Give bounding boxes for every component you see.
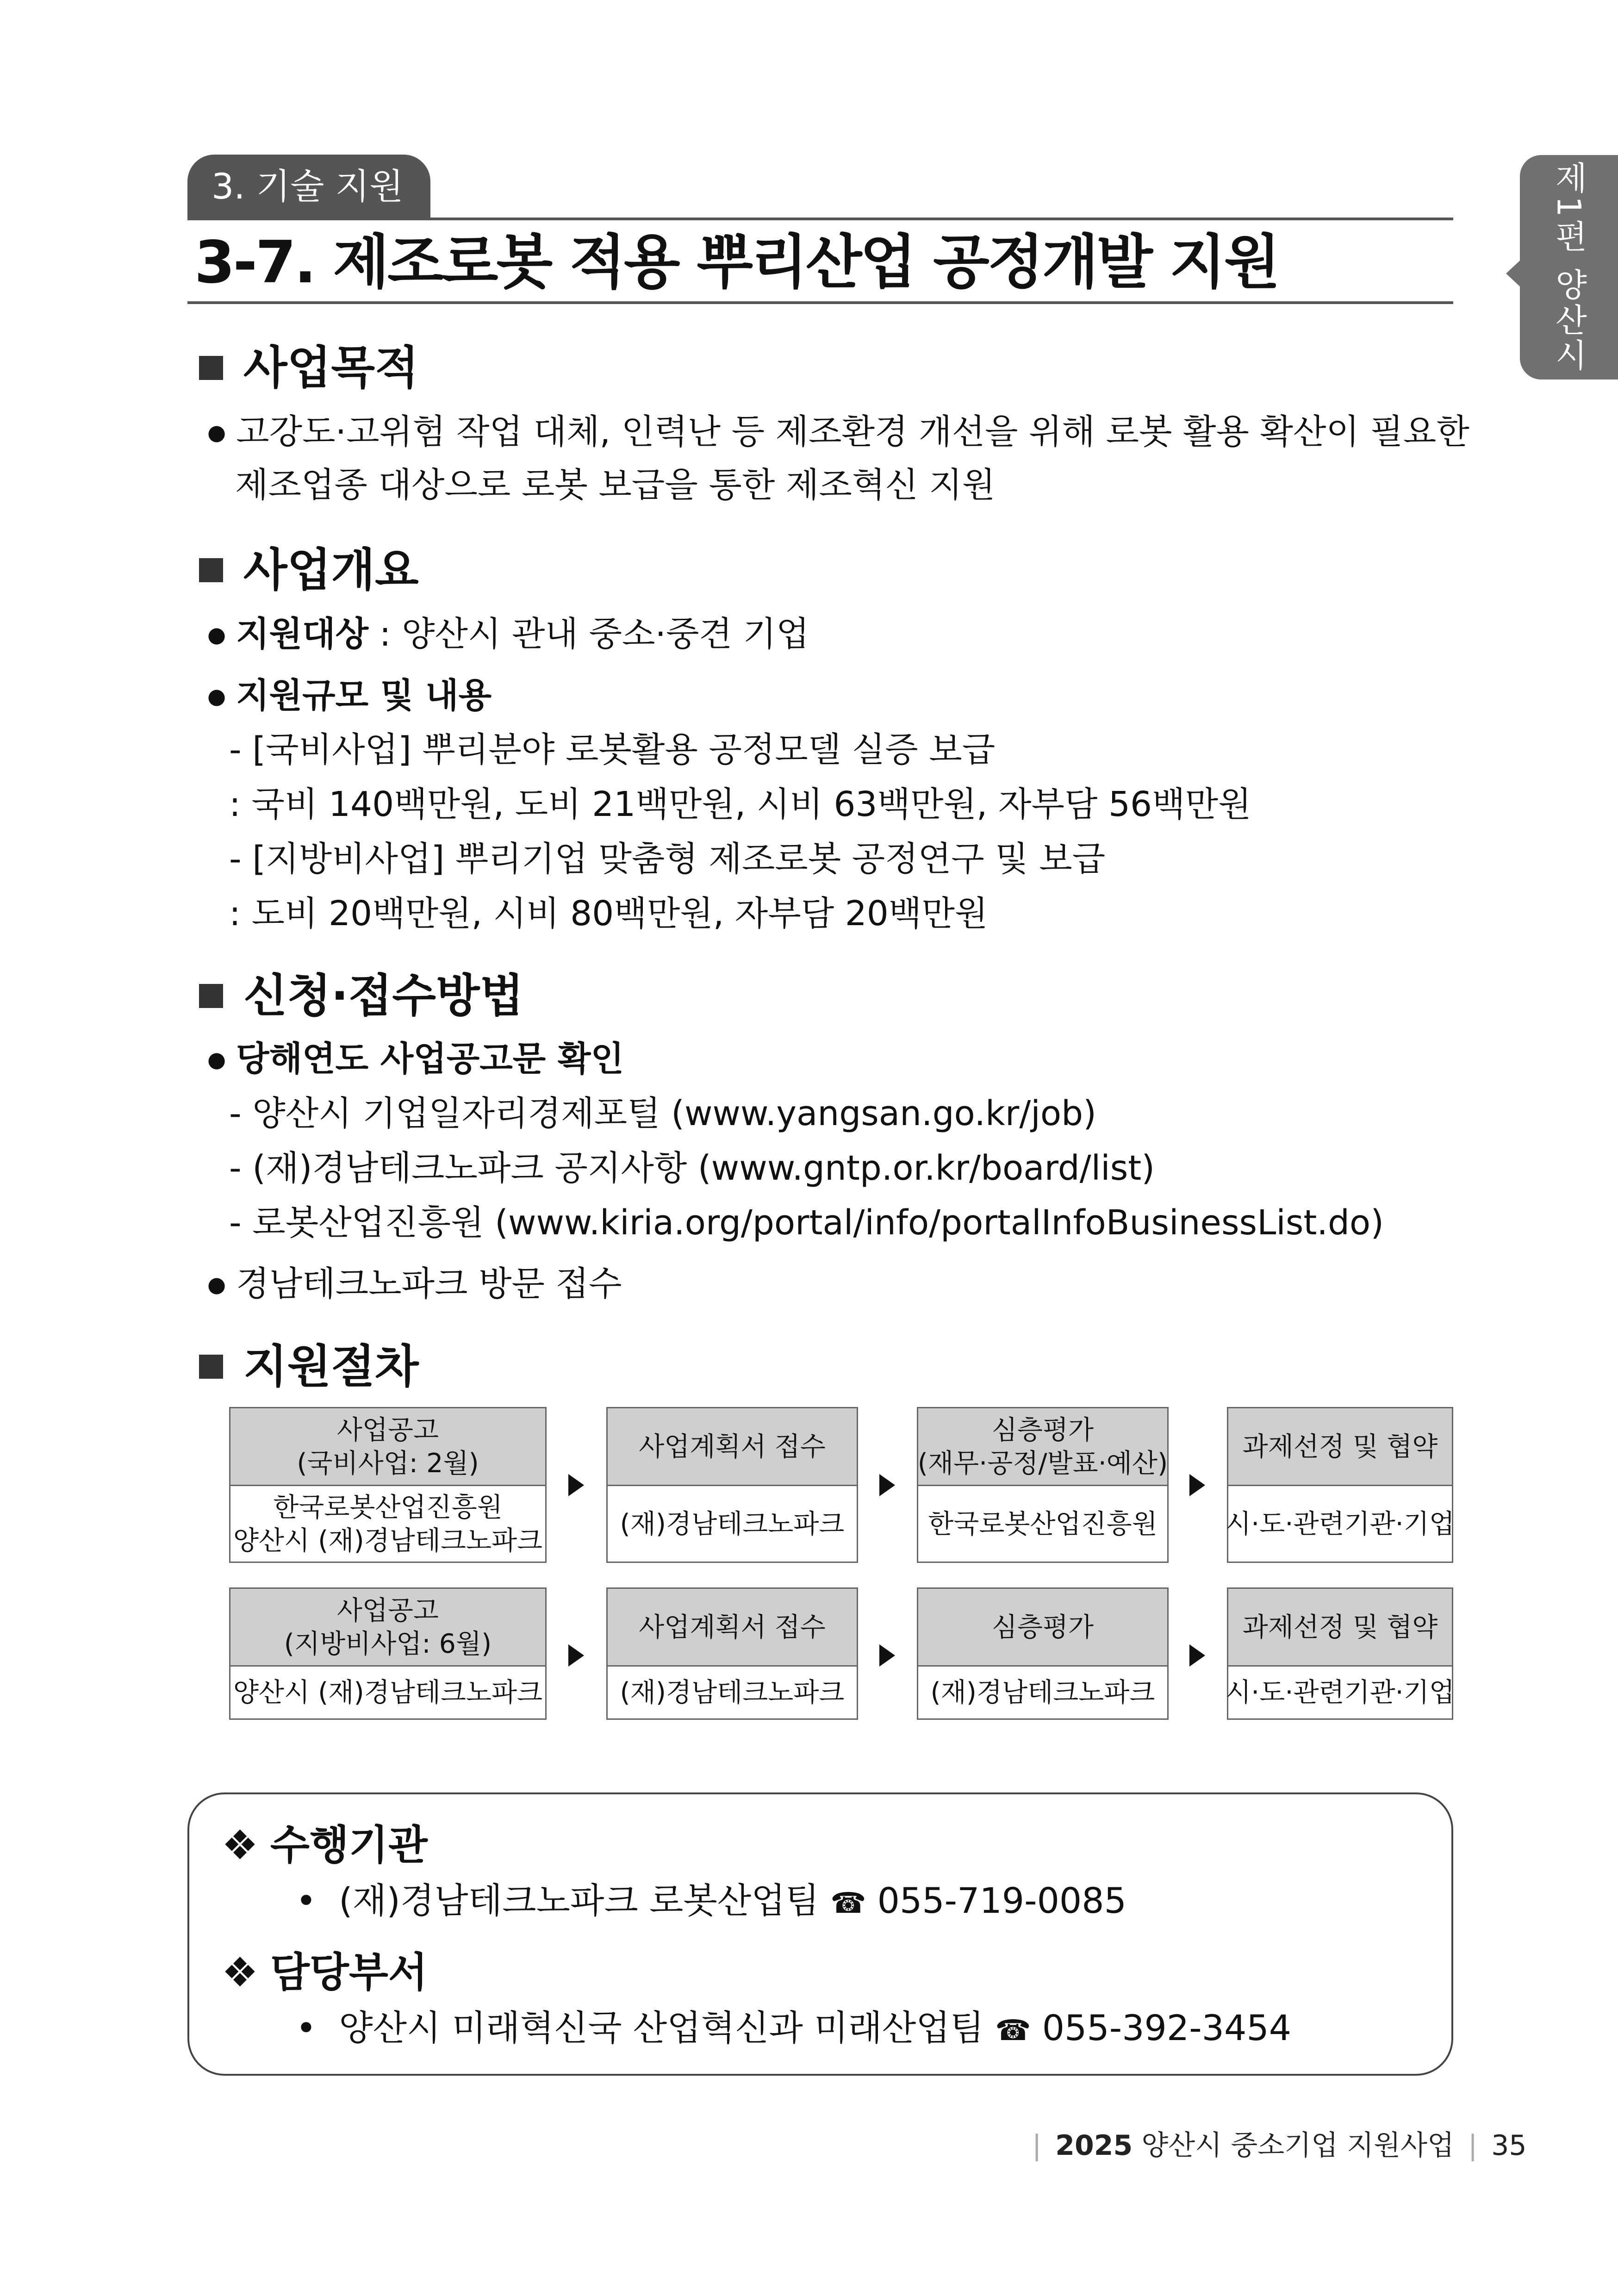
purpose-line-2: 제조업종 대상으로 로봇 보급을 통한 제조혁신 지원 [235,465,996,505]
dept-heading: ❖ 담당부서 [222,1948,428,1996]
flow-arrow-icon [1189,1474,1205,1496]
apply-link-yangsan: - 양산시 기업일자리경제포털 (www.yangsan.go.kr/job) [229,1094,1096,1133]
flow-step-plan-receipt: 사업계획서 접수 (재)경남테크노파크 [606,1407,858,1563]
flow-step-evaluation-local: 심층평가 (재)경남테크노파크 [917,1587,1169,1720]
overview-line-1: - [국비사업] 뿌리분야 로봇활용 공정모델 실증 보급 [229,730,996,770]
apply-link-kiria: - 로봇산업진흥원 (www.kiria.org/portal/info/portalInfoBusinessList.do) [229,1203,1384,1243]
agency-phone: 055-719-0085 [877,1880,1126,1921]
flow-arrow-icon [879,1644,895,1667]
flow-arrow-icon [1189,1644,1205,1667]
overview-heading-text: 사업개요 [243,544,419,597]
flow-step-announce-national: 사업공고 (국비사업: 2월) 한국로봇산업진흥원 양산시 (재)경남테크노파크 [229,1407,547,1563]
flow-arrow-icon [568,1474,584,1496]
diamond-bullet-icon: ❖ [222,1821,258,1869]
apply-heading-text: 신청·접수방법 [243,970,524,1022]
flow-arrow-icon [568,1644,584,1667]
agency-line: • (재)경남테크노파크 로봇산업팀 ☎ 055-719-0085 [296,1880,1126,1921]
flow-step-plan-receipt-local: 사업계획서 접수 (재)경남테크노파크 [606,1587,858,1720]
square-bullet-icon [199,356,223,380]
overview-heading [199,542,419,598]
contact-box [187,1792,1453,2076]
page-number: 35 [1491,2129,1527,2162]
flow-arrow-icon [879,1474,895,1496]
flow-step-selection: 과제선정 및 협약 시·도·관련기관·기업 [1227,1407,1453,1563]
overview-scale: ● 지원규모 및 내용 [207,673,492,722]
square-bullet-icon [199,984,223,1008]
page-footer: | 2025 양산시 중소기업 지원사업 | 35 [1032,2129,1527,2162]
purpose-line-1: ● 고강도·고위험 작업 대체, 인력난 등 제조환경 개선을 위해 로봇 활용 확산이 필요한 [207,410,1469,458]
apply-heading [199,968,523,1024]
page-title: 3-7. 제조로봇 적용 뿌리산업 공정개발 지원 [194,228,1279,296]
procedure-heading [199,1339,419,1394]
overview-line-2: : 국비 140백만원, 도비 21백만원, 시비 63백만원, 자부담 56백만원 [229,784,1251,824]
dept-line: • 양산시 미래혁신국 산업혁신과 미래산업팀 ☎ 055-392-3454 [296,2007,1292,2048]
square-bullet-icon [199,558,223,582]
overview-target-value: : 양산시 관내 중소·중견 기업 [368,614,809,654]
purpose-heading [199,340,419,396]
phone-icon: ☎ [830,1886,866,1920]
overview-line-3: - [지방비사업] 뿌리기업 맞춤형 제조로봇 공정연구 및 보급 [229,839,1106,879]
agency-heading: ❖ 수행기관 [222,1821,428,1869]
phone-icon: ☎ [995,2013,1031,2047]
apply-bullet-2: ● 경남테크노파크 방문 접수 [207,1262,622,1310]
flow-step-evaluation: 심층평가 (재무·공정/발표·예산) 한국로봇산업진흥원 [917,1407,1169,1563]
flow-step-selection-local: 과제선정 및 협약 시·도·관련기관·기업 [1227,1587,1453,1720]
title-rule-bottom [187,301,1453,304]
section-tab: 3. 기술 지원 [187,155,430,218]
flow-step-announce-local: 사업공고 (지방비사업: 6월) 양산시 (재)경남테크노파크 [229,1587,547,1720]
procedure-heading-text: 지원절차 [243,1340,419,1393]
overview-target [207,612,809,660]
side-chapter-tab [1520,155,1618,380]
apply-bullet-1: ● 당해연도 사업공고문 확인 [207,1037,624,1085]
purpose-heading-text: 사업목적 [243,342,419,394]
footer-text: 양산시 중소기업 지원사업 [1141,2129,1455,2162]
side-chapter-label: 제1편 양산시 [1550,161,1588,373]
square-bullet-icon [199,1355,223,1379]
title-rule-top [187,218,1453,220]
apply-link-gntp: - (재)경남테크노파크 공지사항 (www.gntp.or.kr/board/list) [229,1148,1155,1188]
overview-target-label: 지원대상 [236,614,369,654]
dept-phone: 055-392-3454 [1042,2007,1292,2048]
diamond-bullet-icon: ❖ [222,1948,258,1996]
overview-line-4: : 도비 20백만원, 시비 80백만원, 자부담 20백만원 [229,894,988,933]
footer-year: 2025 [1055,2129,1133,2162]
